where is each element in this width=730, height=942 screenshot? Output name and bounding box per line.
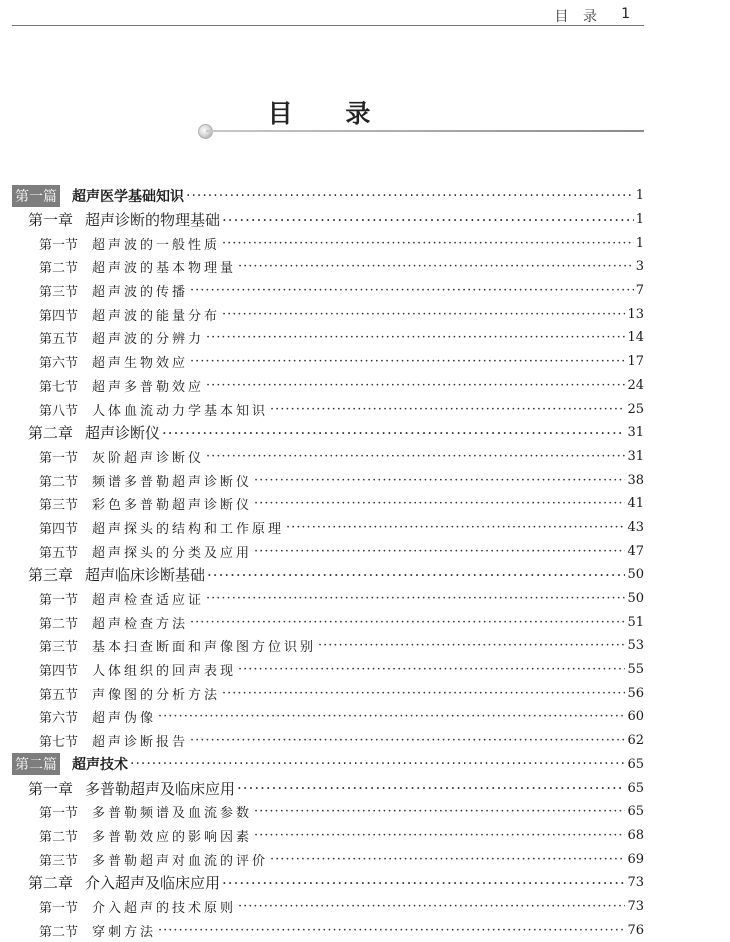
toc-entry-label: 第七节	[39, 379, 79, 395]
toc-entry-label: 第三节	[39, 285, 79, 301]
dot-leader	[206, 378, 625, 393]
toc-entry-chapter[interactable]	[12, 208, 644, 232]
table-of-contents	[12, 184, 644, 942]
toc-entry-title: 多普勒超声对血流的评价	[92, 853, 269, 869]
toc-entry-label: 第八节	[39, 403, 79, 419]
toc-entry-page-number: 3	[635, 259, 644, 275]
toc-entry-section[interactable]	[12, 587, 644, 611]
toc-entry-label: 第三节	[39, 853, 79, 869]
dot-leader	[238, 259, 634, 274]
toc-entry-section[interactable]	[12, 350, 644, 374]
toc-entry-label: 第五节	[39, 687, 79, 703]
toc-entry-title: 彩色多普勒超声诊断仪	[92, 498, 253, 514]
toc-entry-page-number: 53	[627, 638, 644, 654]
toc-entry-page-number: 55	[627, 662, 644, 678]
dot-leader	[206, 449, 625, 464]
toc-entry-title: 声像图的分析方法	[92, 687, 221, 703]
toc-entry-section[interactable]	[12, 705, 644, 729]
toc-entry-page-number: 50	[627, 591, 644, 607]
toc-entry-label: 第四节	[39, 308, 79, 324]
toc-entry-page-number: 68	[627, 827, 644, 843]
toc-entry-label: 第二章	[28, 874, 74, 893]
dot-leader	[222, 211, 634, 229]
toc-entry-section[interactable]	[12, 516, 644, 540]
running-header	[12, 0, 644, 26]
toc-entry-label: 第三节	[39, 640, 79, 656]
dot-leader	[222, 307, 625, 322]
toc-entry-title: 超声探头的分类及应用	[92, 545, 253, 561]
dot-leader	[158, 709, 625, 724]
dot-leader	[190, 733, 625, 748]
toc-entry-section[interactable]	[12, 445, 644, 469]
dot-leader	[190, 283, 634, 298]
toc-entry-title: 频谱多普勒超声诊断仪	[92, 474, 253, 490]
toc-entry-page-number: 13	[627, 306, 644, 322]
toc-entry-title: 超声波的分辨力	[92, 332, 205, 348]
toc-entry-label: 第一节	[39, 450, 79, 466]
toc-entry-part[interactable]	[12, 184, 644, 208]
toc-entry-label: 第五节	[39, 332, 79, 348]
toc-entry-part[interactable]	[12, 753, 644, 777]
toc-entry-page-number: 69	[627, 851, 644, 867]
part-label-badge: 第二篇	[12, 753, 60, 775]
toc-entry-section[interactable]	[12, 729, 644, 753]
page-title: 目 录	[267, 99, 393, 128]
toc-entry-title: 基本扫查断面和声像图方位识别	[92, 640, 317, 656]
part-label-badge: 第一篇	[12, 185, 60, 207]
toc-entry-label: 第二节	[39, 261, 79, 277]
toc-entry-label: 第三章	[28, 566, 74, 585]
toc-entry-page-number: 1	[635, 212, 644, 228]
toc-entry-label: 第一节	[39, 806, 79, 822]
toc-entry-section[interactable]	[12, 918, 644, 942]
toc-entry-page-number: 56	[627, 685, 644, 701]
dot-leader	[190, 354, 625, 369]
toc-entry-label: 第六节	[39, 356, 79, 372]
toc-entry-section[interactable]	[12, 681, 644, 705]
toc-entry-section[interactable]	[12, 374, 644, 398]
toc-entry-title: 介入超声的技术原则	[92, 900, 237, 916]
toc-entry-title: 介入超声及临床应用	[85, 874, 221, 893]
toc-entry-title: 灰阶超声诊断仪	[92, 450, 205, 466]
toc-entry-title: 超声波的基本物理量	[92, 261, 237, 277]
toc-entry-section[interactable]	[12, 539, 644, 563]
toc-entry-page-number: 7	[635, 283, 644, 299]
toc-entry-label: 第一节	[39, 237, 79, 253]
toc-entry-title: 穿刺方法	[92, 924, 157, 940]
dot-leader	[238, 662, 625, 677]
dot-leader	[318, 638, 625, 653]
dot-leader	[237, 779, 625, 797]
toc-entry-title: 超声伪像	[92, 711, 157, 727]
dot-leader	[254, 473, 625, 488]
toc-entry-section[interactable]	[12, 492, 644, 516]
dot-leader	[254, 544, 625, 559]
toc-entry-title: 超声医学基础知识	[72, 188, 184, 205]
dot-leader	[207, 566, 625, 584]
toc-entry-label: 第二章	[28, 424, 74, 443]
toc-entry-page-number: 65	[627, 804, 644, 820]
dot-leader	[254, 804, 625, 819]
toc-entry-title: 多普勒频谱及血流参数	[92, 806, 253, 822]
toc-entry-label: 第一节	[39, 900, 79, 916]
toc-entry-section[interactable]	[12, 610, 644, 634]
toc-entry-page-number: 62	[627, 733, 644, 749]
toc-entry-label: 第二节	[39, 829, 79, 845]
dot-leader	[222, 686, 625, 701]
toc-entry-page-number: 65	[627, 756, 644, 772]
toc-entry-title: 多普勒效应的影响因素	[92, 829, 253, 845]
toc-entry-title: 超声波的一般性质	[92, 237, 221, 253]
dot-leader	[186, 188, 634, 204]
toc-entry-label: 第二节	[39, 924, 79, 940]
toc-entry-section[interactable]	[12, 397, 644, 421]
toc-entry-title: 超声波的传播	[92, 285, 189, 301]
toc-entry-label: 第一章	[28, 211, 74, 230]
toc-entry-chapter[interactable]	[12, 871, 644, 895]
dot-leader	[270, 402, 625, 417]
toc-entry-label: 第五节	[39, 545, 79, 561]
toc-entry-label: 第四节	[39, 521, 79, 537]
toc-entry-section[interactable]	[12, 279, 644, 303]
toc-entry-title: 超声波的能量分布	[92, 308, 221, 324]
toc-entry-label: 第六节	[39, 711, 79, 727]
toc-entry-title: 超声诊断报告	[92, 735, 189, 751]
toc-entry-page-number: 73	[627, 875, 644, 891]
dot-leader	[206, 330, 625, 345]
toc-entry-page-number: 31	[627, 448, 644, 464]
toc-entry-title: 超声诊断的物理基础	[85, 211, 221, 230]
toc-entry-title: 超声诊断仪	[85, 424, 161, 443]
toc-entry-section[interactable]	[12, 468, 644, 492]
dot-leader	[286, 520, 625, 535]
toc-entry-page-number: 38	[627, 472, 644, 488]
running-header-title: 目 录	[554, 9, 602, 25]
toc-entry-section[interactable]	[12, 658, 644, 682]
toc-entry-section[interactable]	[12, 634, 644, 658]
toc-entry-page-number: 65	[627, 780, 644, 796]
toc-entry-section[interactable]	[12, 255, 644, 279]
toc-entry-label: 第二节	[39, 616, 79, 632]
toc-entry-page-number: 17	[627, 354, 644, 370]
toc-entry-title: 超声探头的结构和工作原理	[92, 521, 285, 537]
toc-entry-chapter[interactable]	[12, 776, 644, 800]
toc-entry-title: 超声检查方法	[92, 616, 189, 632]
dot-leader	[206, 591, 625, 606]
toc-entry-title: 人体组织的回声表现	[92, 664, 237, 680]
toc-entry-page-number: 31	[627, 425, 644, 441]
toc-entry-label: 第四节	[39, 664, 79, 680]
toc-entry-section[interactable]	[12, 302, 644, 326]
toc-entry-page-number: 24	[627, 377, 644, 393]
toc-entry-page-number: 73	[627, 898, 644, 914]
toc-entry-label: 第一节	[39, 593, 79, 609]
toc-entry-page-number: 47	[627, 543, 644, 559]
toc-entry-title: 人体血流动力学基本知识	[92, 403, 269, 419]
toc-entry-title: 超声临床诊断基础	[85, 566, 206, 585]
toc-entry-page-number: 43	[627, 519, 644, 535]
dot-leader	[254, 496, 625, 511]
running-header-page-number: 1	[621, 6, 630, 22]
toc-entry-label: 第七节	[39, 735, 79, 751]
toc-entry-page-number: 25	[627, 401, 644, 417]
toc-entry-section[interactable]	[12, 895, 644, 919]
toc-entry-label: 第一章	[28, 779, 74, 798]
toc-entry-chapter[interactable]	[12, 421, 644, 445]
toc-entry-page-number: 1	[635, 188, 644, 204]
toc-entry-label: 第三节	[39, 498, 79, 514]
dot-leader	[162, 424, 625, 442]
dot-leader	[130, 756, 625, 772]
dot-leader	[222, 874, 625, 892]
toc-entry-page-number: 76	[627, 922, 644, 938]
toc-entry-page-number: 1	[635, 235, 644, 251]
toc-entry-page-number: 60	[627, 709, 644, 725]
toc-entry-label: 第二节	[39, 474, 79, 490]
toc-entry-title: 超声生物效应	[92, 356, 189, 372]
toc-entry-page-number: 14	[627, 330, 644, 346]
toc-entry-section[interactable]	[12, 326, 644, 350]
toc-entry-page-number: 51	[627, 614, 644, 630]
toc-entry-section[interactable]	[12, 824, 644, 848]
dot-leader	[222, 236, 634, 251]
toc-entry-title: 多普勒超声及临床应用	[85, 779, 236, 798]
toc-entry-section[interactable]	[12, 847, 644, 871]
dot-leader	[270, 852, 625, 867]
toc-entry-title: 超声技术	[72, 757, 128, 774]
toc-entry-section[interactable]	[12, 231, 644, 255]
dot-leader	[254, 828, 625, 843]
dot-leader	[158, 923, 625, 938]
toc-entry-page-number: 50	[627, 567, 644, 583]
toc-entry-page-number: 41	[627, 496, 644, 512]
toc-entry-title: 超声检查适应证	[92, 593, 205, 609]
dot-leader	[190, 615, 625, 630]
toc-entry-title: 超声多普勒效应	[92, 379, 205, 395]
toc-entry-chapter[interactable]	[12, 563, 644, 587]
toc-entry-section[interactable]	[12, 800, 644, 824]
title-underline-rule	[206, 130, 644, 132]
dot-leader	[238, 899, 625, 914]
